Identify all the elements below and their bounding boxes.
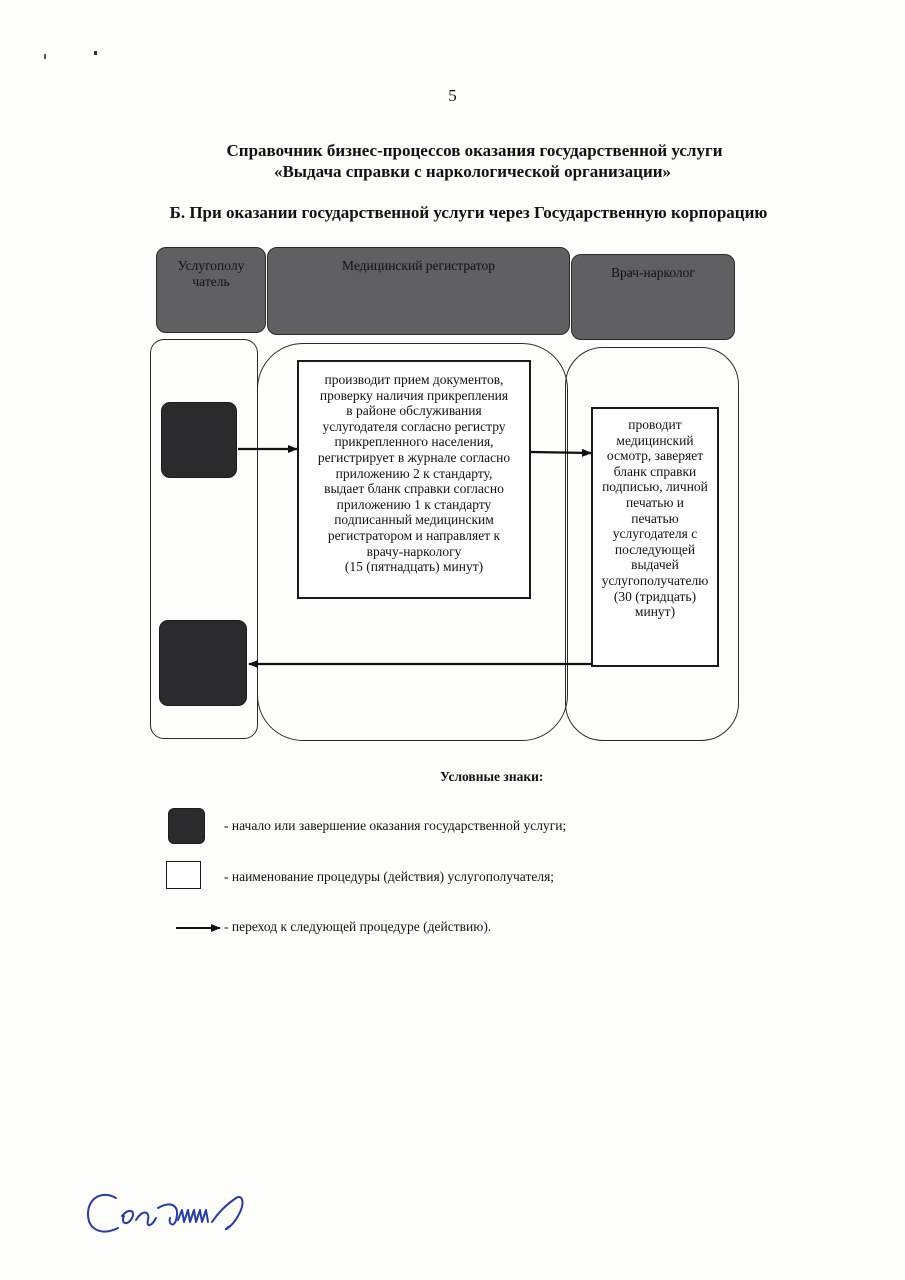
narcologist-process-text: проводит медицинский осмотр, заверяет бланк справки подписью, личной печатью и печатью услугодателя с последующей выдачей услугополучателю (30 (тридцать) минут) xyxy=(601,417,709,620)
document-title-line-1: Справочник бизнес-процессов оказания государственной услуги xyxy=(226,141,723,160)
document-title-line-2: «Выдача справки с наркологической организации» xyxy=(273,162,672,181)
lane-header-narcologist: Врач-нарколог xyxy=(571,254,735,340)
lane-header-registrar: Медицинский регистратор xyxy=(267,247,570,335)
page-number: 5 xyxy=(448,86,457,105)
registrar-process-text: производит прием документов, проверку наличия прикрепления в районе обслуживания услугодателя согласно регистру прикрепленного населения, регистрирует в журнале согласно приложению 2 к стандарту, выдает бланк справки согласно приложению 1 к стандарту подписанный медицинским регистратором и направляет к врачу-наркологу (15 (пятнадцать) минут) xyxy=(317,372,511,575)
legend-terminal-symbol xyxy=(168,808,205,844)
handwritten-signature xyxy=(80,1180,260,1250)
legend-process-text: - наименование процедуры (действия) услугополучателя; xyxy=(224,869,555,884)
legend-process-symbol xyxy=(166,861,201,889)
lane-header-recipient: Услугополу чатель xyxy=(156,247,266,333)
document-subtitle: Б. При оказании государственной услуги через Государственную корпорацию xyxy=(169,203,768,222)
legend-terminal-text: - начало или завершение оказания государственной услуги; xyxy=(224,818,567,833)
legend-heading: Условные знаки: xyxy=(440,769,544,784)
arrow-registrar-to-narcologist xyxy=(531,452,591,453)
legend-arrow-text: - переход к следующей процедуре (действию). xyxy=(224,919,492,934)
